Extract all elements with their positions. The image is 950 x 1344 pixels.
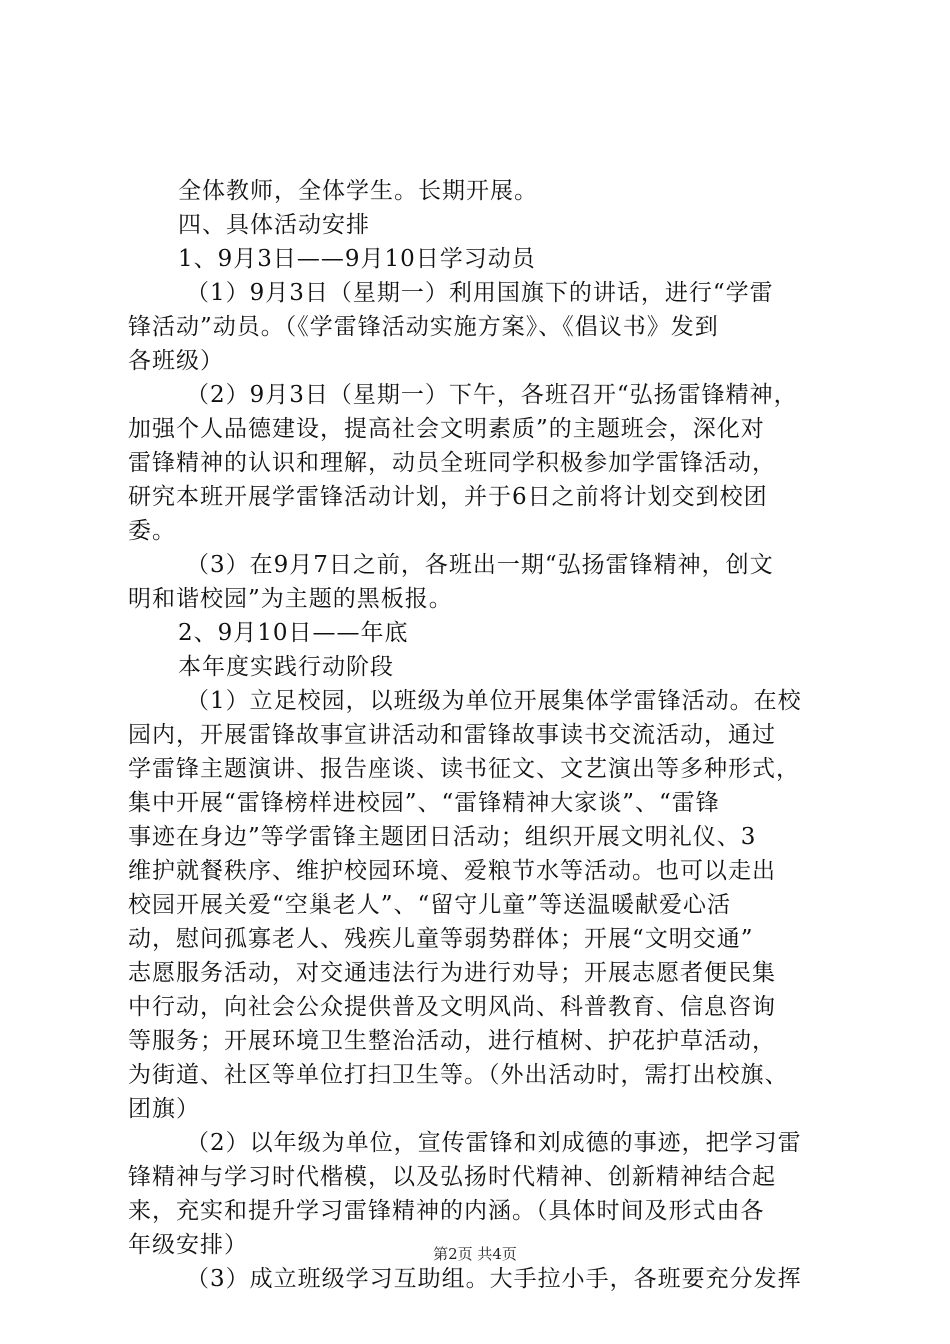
page-number-footer: 第2页 共4页 [433, 1245, 517, 1263]
text-line: 维护就餐秩序、维护校园环境、爱粮节水等活动。也可以走出 [128, 858, 776, 884]
text-line: 团旗） [128, 1096, 200, 1122]
text-line: （1）立足校园，以班级为单位开展集体学雷锋活动。在校 [186, 688, 802, 714]
subsection-heading: 1、9月3日——9月10日学习动员 [178, 246, 536, 272]
text-line: 动，慰问孤寡老人、残疾儿童等弱势群体；开展“文明交通” [128, 926, 754, 952]
text-line: 研究本班开展学雷锋活动计划，并于6日之前将计划交到校团 [128, 484, 768, 510]
text-line: （2）以年级为单位，宣传雷锋和刘成德的事迹，把学习雷 [186, 1130, 802, 1156]
text-line: 明和谐校园”为主题的黑板报。 [128, 586, 453, 612]
text-line: 学雷锋主题演讲、报告座谈、读书征文、文艺演出等多种形式， [128, 756, 800, 782]
text-line: 全体教师，全体学生。长期开展。 [178, 178, 538, 204]
text-line: 园内，开展雷锋故事宣讲活动和雷锋故事读书交流活动，通过 [128, 722, 776, 748]
text-line: 为街道、社区等单位打扫卫生等。（外出活动时，需打出校旗、 [128, 1062, 789, 1088]
text-line: 等服务；开展环境卫生整治活动，进行植树、护花护草活动， [128, 1028, 776, 1054]
text-line: 锋精神与学习时代楷模，以及弘扬时代精神、创新精神结合起 [128, 1164, 776, 1190]
text-line: 年级安排） [128, 1232, 248, 1258]
text-line: 锋活动”动员。（《学雷锋活动实施方案》、《倡议书》发到 [128, 314, 719, 340]
text-line: 本年度实践行动阶段 [178, 654, 394, 680]
text-line: 雷锋精神的认识和理解，动员全班同学积极参加学雷锋活动， [128, 450, 776, 476]
section-heading: 四、具体活动安排 [178, 212, 370, 238]
text-line: 加强个人品德建设，提高社会文明素质”的主题班会，深化对 [128, 416, 765, 442]
text-line: 委。 [128, 518, 176, 544]
text-line: （1）9月3日（星期一）利用国旗下的讲话，进行“学雷 [186, 280, 774, 306]
text-line: 校园开展关爱“空巢老人”、“留守儿童”等送温暖献爱心活 [128, 892, 732, 918]
text-line: （2）9月3日（星期一）下午，各班召开“弘扬雷锋精神， [186, 382, 798, 408]
text-line: 志愿服务活动，对交通违法行为进行劝导；开展志愿者便民集 [128, 960, 776, 986]
text-line: 各班级） [128, 348, 224, 374]
document-body [128, 174, 848, 1296]
text-line: 中行动，向社会公众提供普及文明风尚、科普教育、信息咨询 [128, 994, 776, 1020]
subsection-heading: 2、9月10日——年底 [178, 620, 409, 646]
text-line: 来，充实和提升学习雷锋精神的内涵。（具体时间及形式由各 [128, 1198, 765, 1224]
text-line: 事迹在身边”等学雷锋主题团日活动；组织开展文明礼仪、3 [128, 824, 757, 850]
text-line: （3）在9月7日之前，各班出一期“弘扬雷锋精神，创文 [186, 552, 774, 578]
text-line: 集中开展“雷锋榜样进校园”、“雷锋精神大家谈”、“雷锋 [128, 790, 720, 816]
text-line: （3）成立班级学习互助组。大手拉小手，各班要充分发挥 [186, 1266, 802, 1292]
